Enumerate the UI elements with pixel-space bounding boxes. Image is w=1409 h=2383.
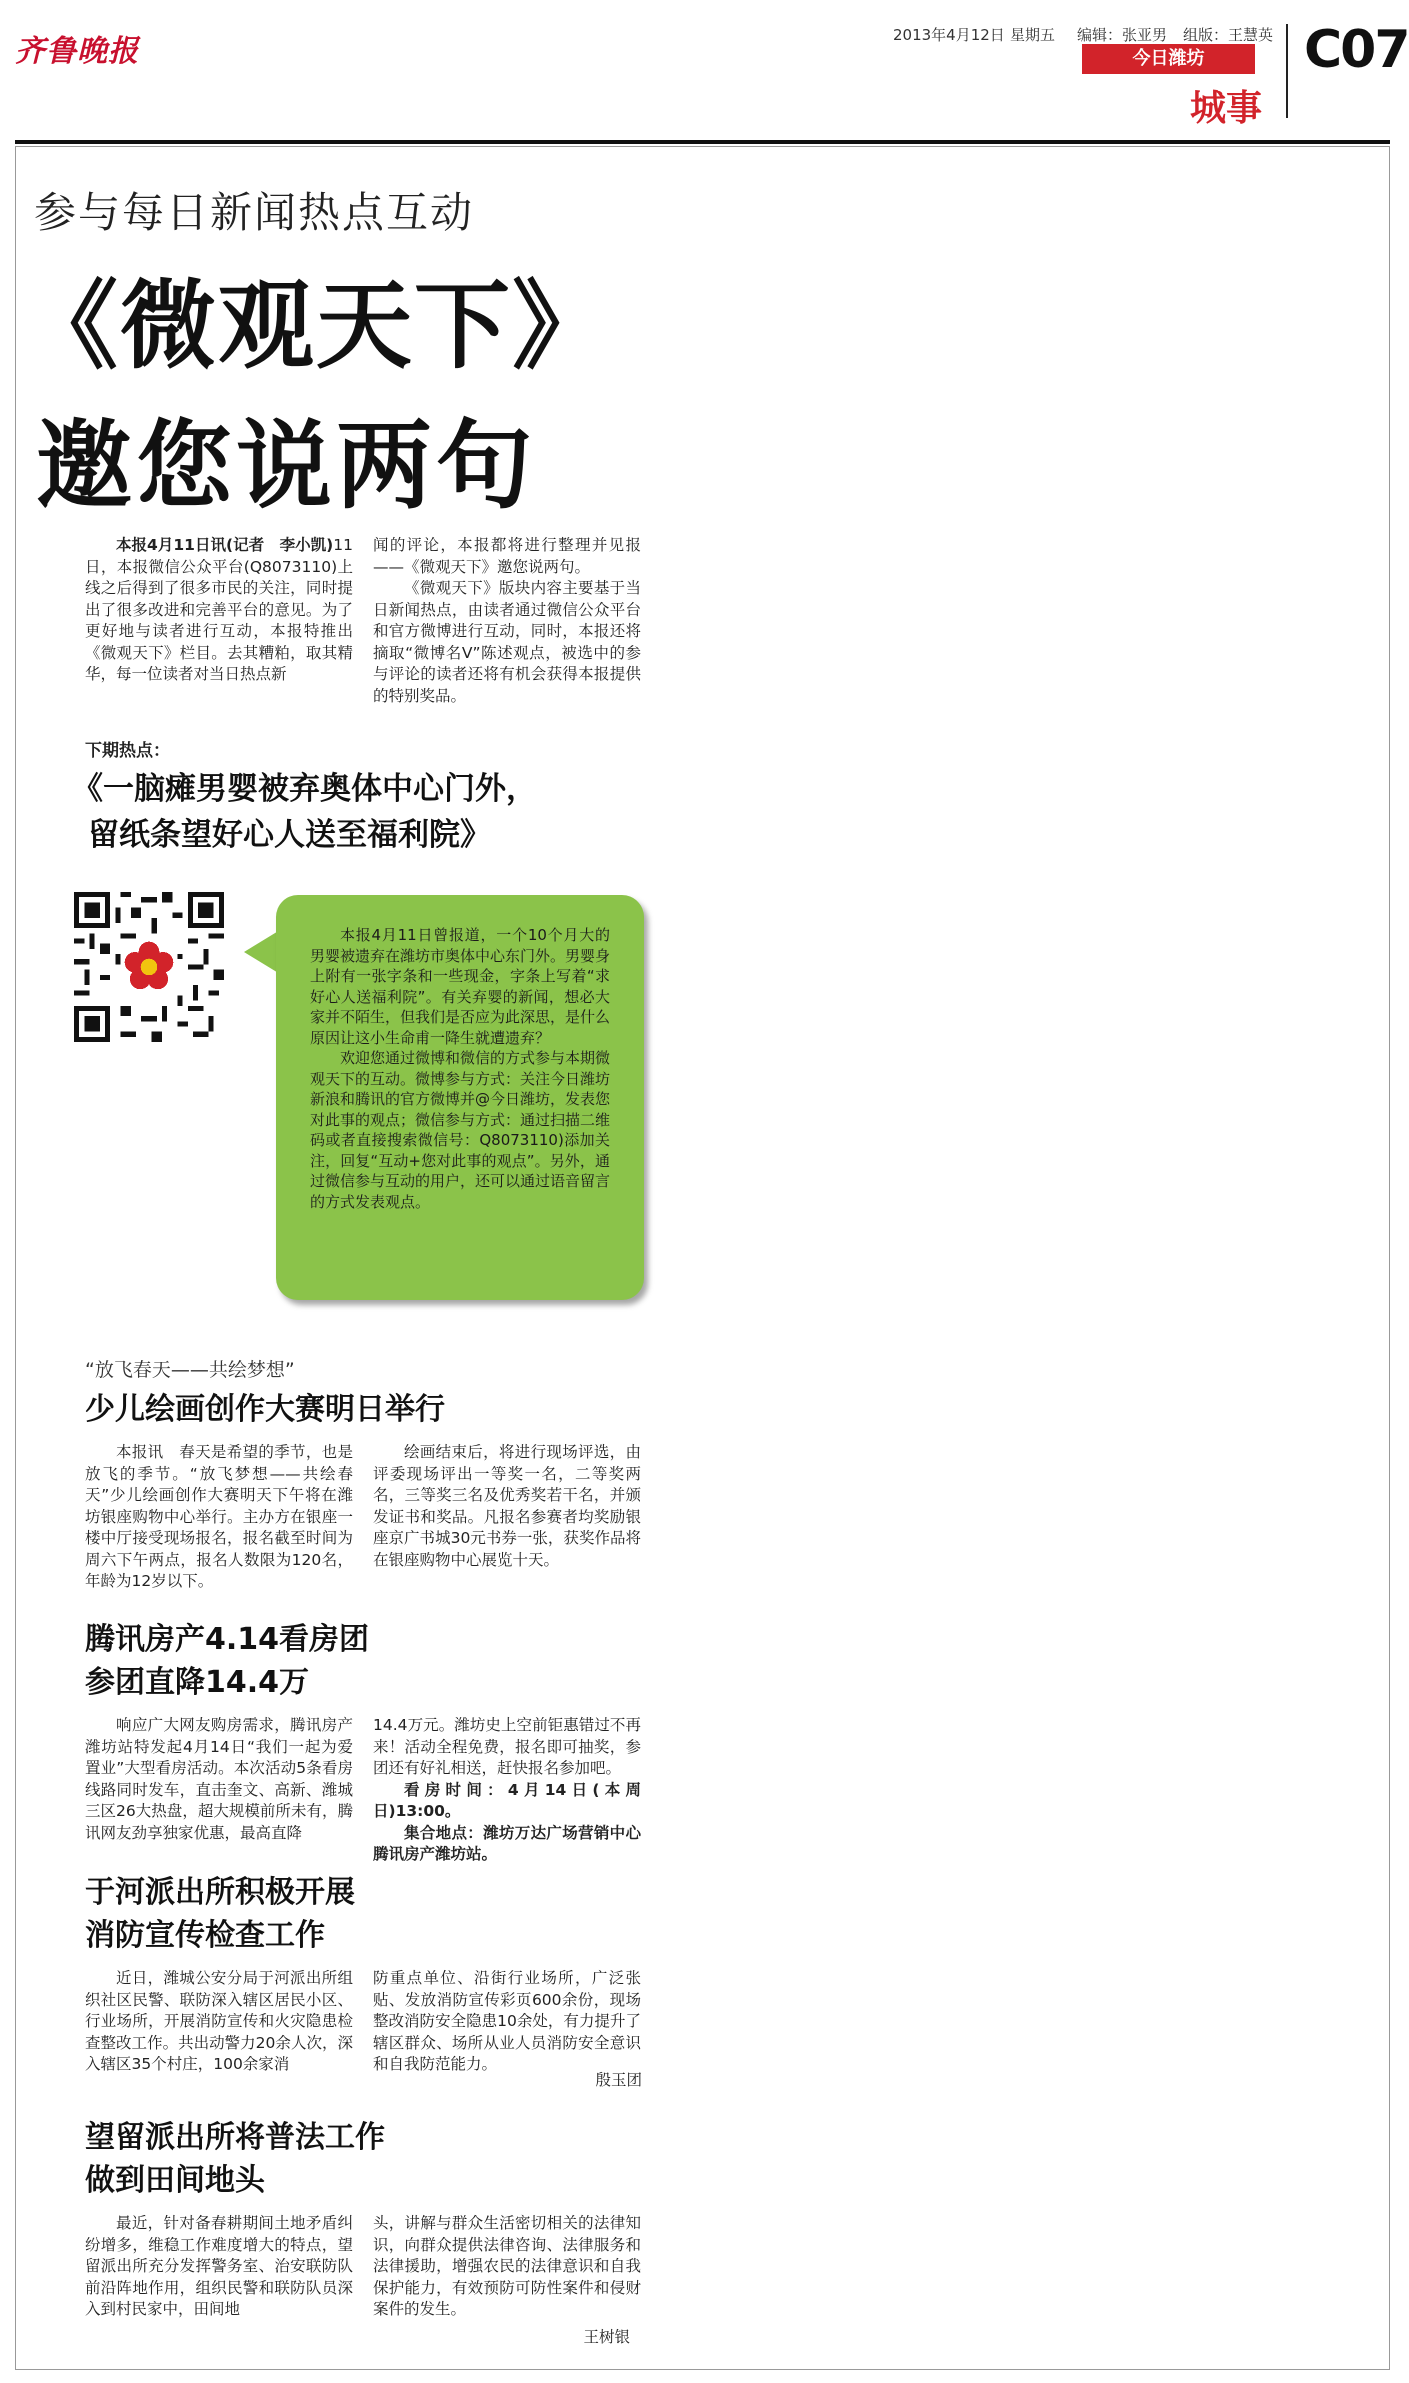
art4-column-2 bbox=[373, 2213, 641, 2321]
next-topic-line2: 留纸条望好心人送至福利院》 bbox=[88, 817, 491, 853]
section-name: 城事 bbox=[1190, 88, 1263, 129]
art3-column-2 bbox=[373, 1968, 641, 2076]
art4-signature: 王树银 bbox=[583, 2328, 630, 2346]
lead-byline: 本报4月11日讯(记者 李小凯) bbox=[116, 536, 334, 554]
bubble-p1: 本报4月11日曾报道，一个10个月大的男婴被遗弃在潍坊市奥体中心东门外。男婴身上附有一张字条和一些现金，字条上写着“求好心人送福利院”。有关弃婴的新闻，想必大家并不陌生，但我们是否应为此深思，是什么原因让这小生命甫一降生就遭遗弃？ bbox=[310, 926, 611, 1047]
layout-credit: 组版：王慧英 bbox=[1183, 26, 1274, 44]
art1-column-1 bbox=[85, 1442, 353, 1593]
newspaper-logo: 齐鲁晚报 bbox=[15, 34, 139, 69]
bubble-text bbox=[310, 925, 610, 1212]
art1-column-2 bbox=[373, 1442, 641, 1571]
qr-code-icon bbox=[74, 892, 224, 1042]
art3-col2: 防重点单位、沿街行业场所，广泛张贴、发放消防宣传彩页600余份，现场整改消防安全隐患10余处，有力提升了辖区群众、场所从业人员消防安全意识和自我防范能力。 bbox=[373, 1969, 641, 2073]
bubble-p2: 欢迎您通过微博和微信的方式参与本期微观天下的互动。微博参与方式：关注今日潍坊新浪和腾讯的官方微博并@今日潍坊，发表您对此事的观点；微信参与方式：通过扫描二维码或者直接搜索微信号：Q8073110)添加关注，回复“互动+您对此事的观点”。另外，通过微信参与互动的用户，还可以通过语音留言的方式发表观点。 bbox=[310, 1049, 611, 1211]
art3-title-line2: 消防宣传检查工作 bbox=[85, 1918, 325, 1953]
next-topic-label: 下期热点： bbox=[85, 741, 170, 761]
lead-title-line1: 《微观天下》 bbox=[22, 270, 610, 382]
art2-column-2 bbox=[373, 1715, 641, 1866]
lead-kicker: 参与每日新闻热点互动 bbox=[34, 188, 475, 237]
next-topic-line1: 《一脑瘫男婴被弃奥体中心门外， bbox=[72, 771, 537, 807]
art1-col1: 本报讯 春天是希望的季节，也是放飞的季节。“放飞梦想——共绘春天”少儿绘画创作大赛明天下午将在潍坊银座购物中心举行。主办方在银座一楼中厅接受现场报名，报名截至时间为周六下午两点，报名人数限为120名，年龄为12岁以下。 bbox=[85, 1443, 353, 1590]
art3-title-line1: 于河派出所积极开展 bbox=[85, 1875, 355, 1910]
art3-signature: 殷玉团 bbox=[595, 2071, 642, 2089]
art1-col2: 绘画结束后，将进行现场评选，由评委现场评出一等奖一名，二等奖两名，三等奖三名及优秀奖若干名，并颁发证书和奖品。凡报名参赛者均奖励银座京广书城30元书券一张，获奖作品将在银座购物中心展览十天。 bbox=[373, 1443, 641, 1569]
art2-col1: 响应广大网友购房需求，腾讯房产潍坊站特发起4月14日“我们一起为爱置业”大型看房活动。本次活动5条看房线路同时发车，直击奎文、高新、潍城三区26大热盘，超大规模前所未有，腾讯网友劲享独家优惠，最高直降 bbox=[85, 1716, 353, 1842]
top-rule bbox=[15, 140, 1390, 144]
art4-col1: 最近，针对备春耕期间土地矛盾纠纷增多，维稳工作难度增大的特点，望留派出所充分发挥警务室、治安联防队前沿阵地作用，组织民警和联防队员深入到村民家中，田间地 bbox=[85, 2214, 353, 2318]
art4-title-line2: 做到田间地头 bbox=[85, 2163, 265, 2198]
section-tag: 今日潍坊 bbox=[1082, 44, 1255, 74]
art1-title: 少儿绘画创作大赛明日举行 bbox=[85, 1392, 445, 1427]
editor-credit: 编辑：张亚男 bbox=[1077, 26, 1168, 44]
art2-title-line1: 腾讯房产4.14看房团 bbox=[85, 1622, 370, 1657]
bubble-tail bbox=[244, 930, 280, 974]
lead-column-1 bbox=[85, 535, 353, 686]
art2-place: 集合地点：潍坊万达广场营销中心腾讯房产潍坊站。 bbox=[373, 1823, 641, 1863]
lead-col2-p2: 《微观天下》版块内容主要基于当日新闻热点，由读者通过微信公众平台和官方微博进行互动，同时，本报还将摘取“微博名V”陈述观点，被选中的参与评论的读者还将有机会获得本报提供的特别奖品。 bbox=[373, 579, 641, 705]
art4-title-line1: 望留派出所将普法工作 bbox=[85, 2120, 385, 2155]
art2-column-1 bbox=[85, 1715, 353, 1844]
art4-column-1 bbox=[85, 2213, 353, 2321]
page-number: C07 bbox=[1304, 20, 1409, 80]
art2-col2: 14.4万元。潍坊史上空前钜惠错过不再来！活动全程免费，报名即可抽奖，参团还有好礼相送，赶快报名参加吧。 bbox=[373, 1716, 641, 1777]
art3-column-1 bbox=[85, 1968, 353, 2076]
art1-kicker: “放飞春天——共绘梦想” bbox=[85, 1359, 295, 1381]
issue-weekday: 星期五 bbox=[1010, 26, 1056, 44]
issue-date: 2013年4月12日 bbox=[893, 26, 1005, 44]
lead-col2-p1: 闻的评论，本报都将进行整理并见报——《微观天下》邀您说两句。 bbox=[373, 536, 641, 576]
next-topic-title bbox=[72, 766, 537, 858]
art3-col1: 近日，潍城公安分局于河派出所组织社区民警、联防深入辖区居民小区、行业场所，开展消防宣传和火灾隐患检查整改工作。共出动警力20余人次，深入辖区35个村庄，100余家消 bbox=[85, 1969, 353, 2073]
lead-title-line2: 邀您说两句 bbox=[36, 410, 536, 522]
lead-column-2 bbox=[373, 535, 641, 707]
lead-col1-text: 11日，本报微信公众平台(Q8073110)上线之后得到了很多市民的关注，同时提出了很多改进和完善平台的意见。为了更好地与读者进行互动，本报特推出《微观天下》栏目。去其糟粕，取其精华，每一位读者对当日热点新 bbox=[85, 536, 353, 683]
masthead-divider bbox=[1286, 24, 1288, 118]
art2-title-line2: 参团直降14.4万 bbox=[85, 1665, 310, 1700]
art4-col2: 头，讲解与群众生活密切相关的法律知识，向群众提供法律咨询、法律服务和法律援助，增强农民的法律意识和自我保护能力，有效预防可防性案件和侵财案件的发生。 bbox=[373, 2214, 641, 2318]
art2-time: 看房时间：4月14日(本周日)13:00。 bbox=[373, 1780, 641, 1820]
